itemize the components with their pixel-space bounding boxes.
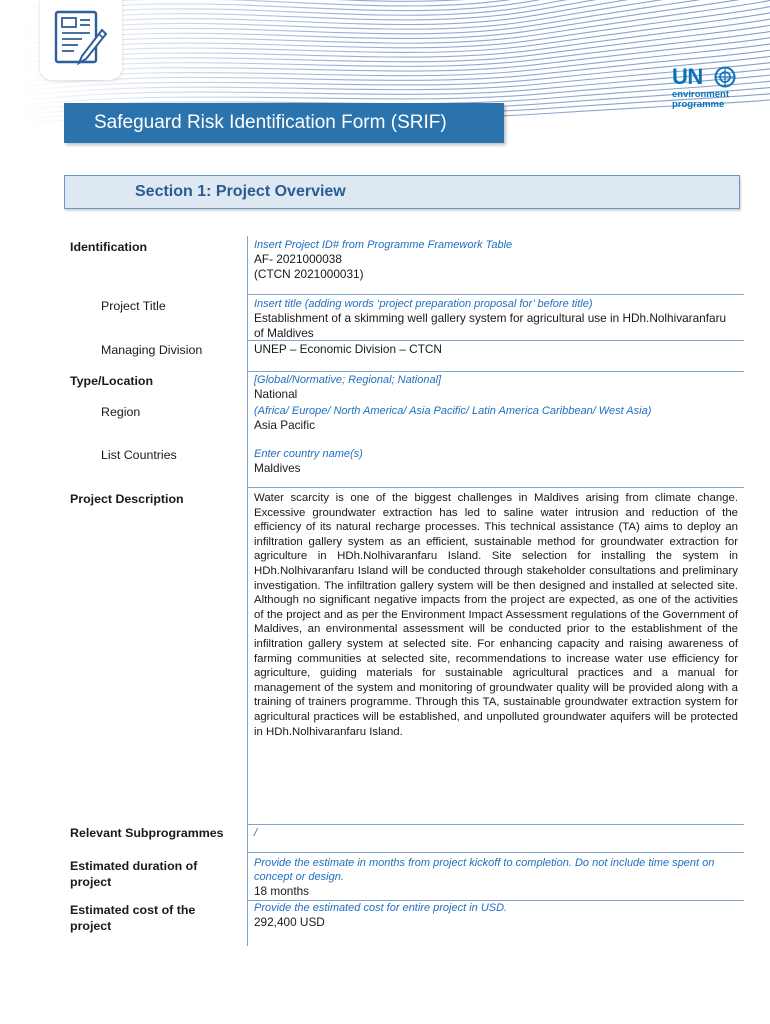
- section-header: [64, 175, 740, 209]
- countries-value: [254, 447, 738, 476]
- project-title-value: [254, 297, 738, 340]
- duration-label-line-1: Estimated duration of: [70, 859, 198, 873]
- project-description-label: Project Description: [70, 492, 184, 506]
- duration-label-line-2: project: [70, 875, 112, 889]
- identification-value: [254, 238, 738, 281]
- row-divider: [247, 852, 744, 853]
- region-text: Asia Pacific: [254, 418, 315, 432]
- subprogrammes-text: /: [254, 827, 258, 839]
- un-environment-logo: [672, 64, 752, 116]
- project-title-text: Establishment of a skimming well gallery system for agricultural use in HDh.Nolhivaranfaru of Maldives: [254, 311, 727, 340]
- countries-label: List Countries: [101, 448, 177, 462]
- row-divider: [247, 294, 744, 295]
- cost-label-line-1: Estimated cost of the: [70, 903, 196, 917]
- column-divider: [247, 236, 248, 946]
- duration-text: 18 months: [254, 884, 310, 898]
- subprogrammes-label: Relevant Subprogrammes: [70, 826, 224, 840]
- logo-un-text: UN: [672, 64, 703, 89]
- logo-line-1: environment: [672, 89, 730, 100]
- countries-text: Maldives: [254, 461, 301, 475]
- subprogrammes-value: [254, 826, 738, 840]
- project-id: AF- 2021000038: [254, 252, 342, 266]
- un-globe-icon: [714, 66, 736, 88]
- identification-label: Identification: [70, 240, 148, 254]
- managing-division-value: [254, 342, 738, 357]
- duration-label: [70, 858, 197, 890]
- identification-hint: Insert Project ID# from Programme Framework Table: [254, 239, 513, 251]
- managing-division-label: Managing Division: [101, 343, 203, 357]
- duration-hint: Provide the estimate in months from project kickoff to completion. Do not include time spent on concept or design.: [254, 857, 715, 883]
- cost-text: 292,400 USD: [254, 915, 325, 929]
- duration-value: [254, 856, 738, 899]
- cost-label-line-2: project: [70, 919, 112, 933]
- row-divider: [247, 371, 744, 372]
- section-title: Section 1: Project Overview: [135, 183, 346, 200]
- form-edit-icon: [52, 6, 110, 70]
- region-label: Region: [101, 405, 141, 419]
- logo-line-2: programme: [672, 99, 725, 110]
- project-title-hint: Insert title (adding words ‘project preparation proposal for’ before title): [254, 298, 593, 310]
- cost-hint: Provide the estimated cost for entire project in USD.: [254, 902, 508, 914]
- project-description-text: Water scarcity is one of the biggest challenges in Maldives arising from climate change. Excessive groundwater extraction has led to saline water intrusion and reduction of the efficiency of its natural recharge processes. This technical assistance (TA) aims to deploy an infiltration gallery system as an efficient, sustainable method for groundwater extraction for agriculture in HDh.Nolhivaranfaru Island. Site selection for installing the system in HDh.Nolhivaranfaru Island will be conducted through stakeholder consultations and preliminary investigation. The infiltration gallery system will be then designed and installed at selected site. Although no significant negative impacts from the project are expected, as one of the activities of the project and as per the Environment Impact Assessment regulations of the Government of Maldives, an environmental assessment will be conducted prior to the establishment of the infiltration gallery system at selected site. For enhancing capacity and raising awareness of farming communities at selected site, recommendations to increase water use efficiency for agriculture, guiding materials for sustainable agricultural practices and a manual for management of the system and monitoring of groundwater quality will be provided along with a training of trainers programme. Through this TA, sustainable groundwater extraction system for agricultural practices will be established, and unpolluted groundwater aquifers will be protected in HDh.Nolhivaranfaru Island.: [254, 492, 738, 738]
- form-edit-icon-box: [40, 0, 122, 80]
- type-location-label: Type/Location: [70, 374, 154, 388]
- type-location-hint: [Global/Normative; Regional; National]: [254, 374, 442, 386]
- countries-hint: Enter country name(s): [254, 448, 363, 460]
- row-divider: [247, 824, 744, 825]
- region-value: [254, 404, 738, 433]
- cost-value: [254, 901, 738, 930]
- page-title: Safeguard Risk Identification Form (SRIF): [64, 103, 504, 143]
- managing-division-text: UNEP – Economic Division – CTCN: [254, 342, 442, 356]
- project-title-label: Project Title: [101, 299, 166, 313]
- type-location-value: [254, 373, 738, 402]
- type-location-text: National: [254, 387, 298, 401]
- region-hint: (Africa/ Europe/ North America/ Asia Pacific/ Latin America Caribbean/ West Asia): [254, 405, 652, 417]
- ctcn-id: (CTCN 2021000031): [254, 266, 364, 281]
- cost-label: [70, 902, 195, 934]
- row-divider: [247, 487, 744, 488]
